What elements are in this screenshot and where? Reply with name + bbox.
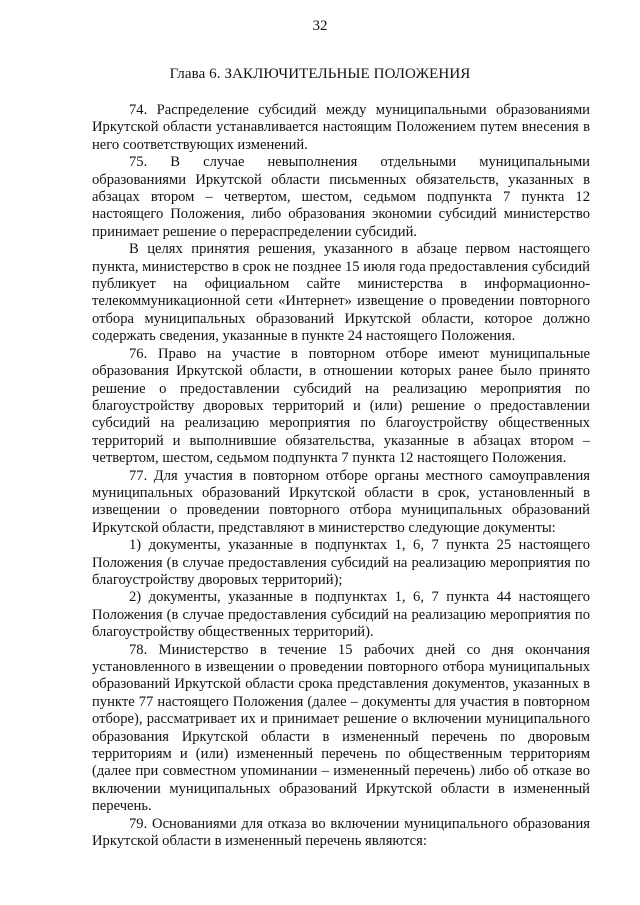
paragraph-75-part-2: В целях принятия решения, указанного в абзаце первом настоящего пункта, министерство в срок не позднее 15 июля года предоставления субсидий публикует на официальном сайте министерства в информационно-телекоммуникационной сети «Интернет» извещение о проведении повторного отбора муниципальных образований Иркутской области, которое должно содержать сведения, указанные в пункте 24 настоящего Положения.	[92, 241, 590, 345]
page-number: 32	[312, 18, 328, 34]
paragraph-77: 77. Для участия в повторном отборе органы местного самоуправления муниципальных образований Иркутской области в срок, установленный в извещении о проведении повторного отбора муниципальных образований Иркутской области, представляют в министерство следующие документы:	[92, 467, 590, 536]
paragraph-77-item-1: 1) документы, указанные в подпунктах 1, 6, 7 пункта 25 настоящего Положения (в случае предоставления субсидий на реализацию мероприятия по благоустройству дворовых территорий);	[92, 537, 590, 588]
document-body	[92, 102, 590, 850]
paragraph-74: 74. Распределение субсидий между муниципальными образованиями Иркутской области устанавливается настоящим Положением путем внесения в него соответствующих изменений.	[92, 102, 590, 153]
paragraph-79: 79. Основаниями для отказа во включении муниципального образования Иркутской области в измененный перечень являются:	[92, 815, 590, 850]
paragraph-78: 78. Министерство в течение 15 рабочих дней со дня окончания установленного в извещении о проведении повторного отбора муниципальных образований Иркутской области срока представления документов, указанных в пункте 77 настоящего Положения (далее – документы для участия в повторном отборе), рассматривает их и принимает решение о включении муниципального образования Иркутской области в измененный перечень по дворовым территориям и (или) измененный перечень по общественным территориям (далее при совместном упоминании – измененный перечень) либо об отказе во включении муниципальных образований Иркутской области в измененный перечень.	[92, 641, 590, 815]
paragraph-77-item-2: 2) документы, указанные в подпунктах 1, 6, 7 пункта 44 настоящего Положения (в случае предоставления субсидий на реализацию мероприятия по благоустройству общественных территорий).	[92, 589, 590, 641]
paragraph-75: 75. В случае невыполнения отдельными муниципальными образованиями Иркутской области письменных обязательств, указанных в абзацах втором – четвертом, шестом, седьмом подпункта 7 пункта 12 настоящего Положения, либо образования экономии субсидий министерство принимает решение о перераспределении субсидий.	[92, 154, 590, 240]
paragraph-76: 76. Право на участие в повторном отборе имеют муниципальные образования Иркутской области, в отношении которых ранее было принято решение о предоставлении субсидий на реализацию мероприятия по благоустройству дворовых территорий и (или) решение о предоставлении субсидий на реализацию мероприятия по благоустройству общественных территорий и выполнившие обязательства, указанные в абзацах втором – четвертом, шестом, седьмом подпункта 7 пункта 12 настоящего Положения.	[92, 345, 590, 467]
chapter-title: Глава 6. ЗАКЛЮЧИТЕЛЬНЫЕ ПОЛОЖЕНИЯ	[169, 66, 471, 82]
